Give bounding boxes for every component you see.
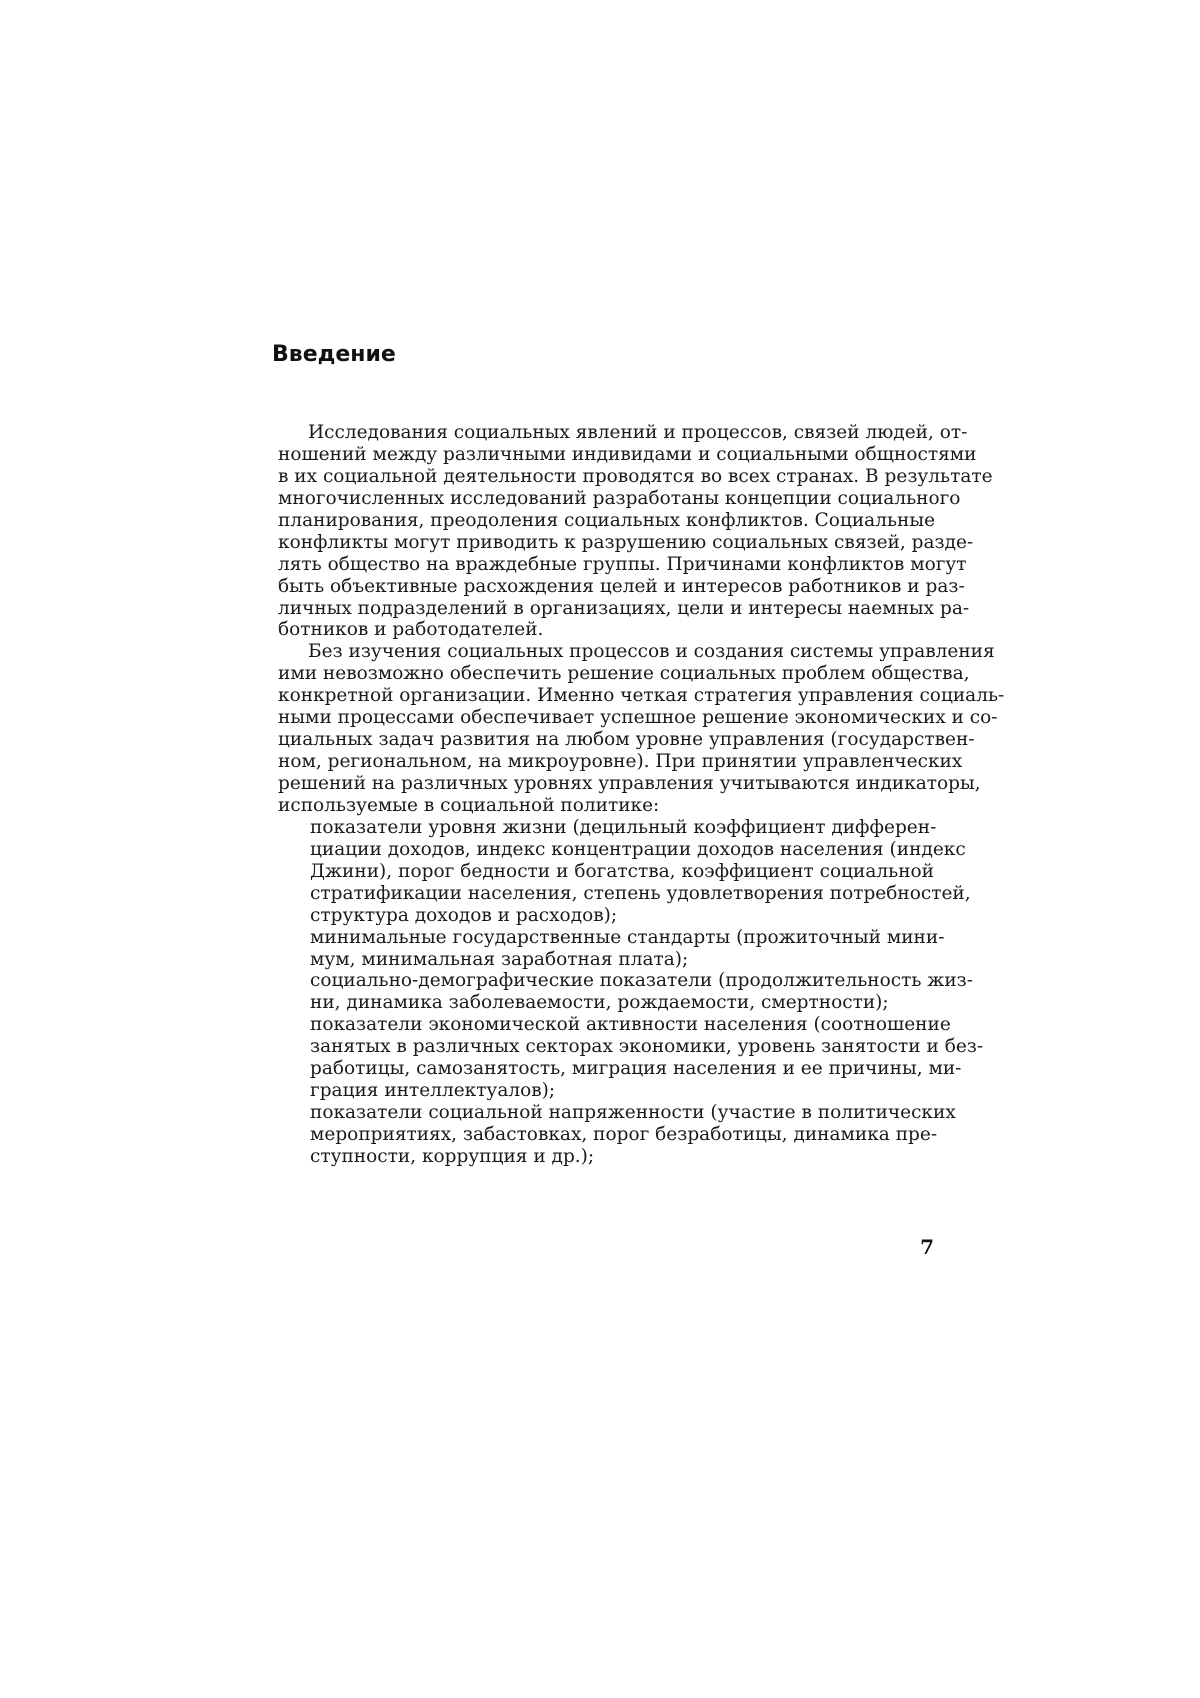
text-line: циации доходов, индекс концентрации доходов населения (индекс — [310, 838, 966, 860]
text-line: структура доходов и расходов); — [310, 904, 618, 926]
list-item — [310, 816, 971, 927]
text-line: показатели уровня жизни (децильный коэффициент дифферен- — [310, 816, 937, 838]
text-line: социально-демографические показатели (продолжительность жиз- — [310, 970, 974, 992]
text-line: ном, региональном, на микроуровне). При принятии управленческих — [278, 751, 963, 773]
text-line: занятых в различных секторах экономики, уровень занятости и без- — [310, 1036, 984, 1058]
page-number: 7 — [920, 1235, 934, 1259]
text-line: личных подразделений в организациях, цели и интересы наемных ра- — [278, 597, 970, 619]
text-line: циальных задач развития на любом уровне управления (государствен- — [278, 729, 975, 751]
text-line: минимальные государственные стандарты (прожиточный мини- — [310, 926, 945, 948]
text-line: используемые в социальной политике: — [278, 794, 660, 816]
text-line: планирования, преодоления социальных конфликтов. Социальные — [278, 509, 936, 531]
paragraph-1 — [278, 422, 993, 641]
text-line: Без изучения социальных процессов и создания системы управления — [308, 641, 995, 663]
text-line: работицы, самозанятость, миграция населения и ее причины, ми- — [310, 1058, 962, 1080]
indicator-list — [278, 816, 984, 1168]
text-line: ными процессами обеспечивает успешное решение экономических и со- — [278, 707, 998, 729]
list-item — [310, 970, 974, 1014]
list-item — [310, 926, 945, 971]
text-line: быть объективные расхождения целей и интересов работников и раз- — [278, 575, 965, 597]
text-line: стратификации населения, степень удовлетворения потребностей, — [310, 882, 971, 904]
text-line: в их социальной деятельности проводятся во всех странах. В результате — [278, 465, 993, 487]
text-line: показатели экономической активности населения (соотношение — [310, 1014, 951, 1036]
text-line: ступности, коррупция и др.); — [310, 1145, 595, 1167]
text-line: решений на различных уровнях управления учитываются индикаторы, — [278, 773, 981, 794]
text-line: ношений между различными индивидами и социальными общностями — [278, 443, 977, 465]
text-line: мероприятиях, забастовках, порог безработицы, динамика пре- — [310, 1124, 938, 1145]
paragraph-2 — [278, 641, 1005, 817]
text-line: многочисленных исследований разработаны концепции социального — [278, 487, 961, 509]
text-line: лять общество на враждебные группы. Причинами конфликтов могут — [278, 553, 967, 575]
text-line: ими невозможно обеспечить решение социальных проблем общества, — [278, 663, 970, 685]
text-line: мум, минимальная заработная плата); — [310, 948, 689, 970]
text-line: Джини), порог бедности и богатства, коэффициент социальной — [310, 860, 934, 882]
text-line: конфликты могут приводить к разрушению социальных связей, разде- — [278, 531, 974, 553]
list-item — [310, 1014, 984, 1102]
text-line: ни, динамика заболеваемости, рождаемости, смертности); — [310, 992, 889, 1014]
page-title: Введение — [272, 342, 396, 367]
text-line: ботников и работодателей. — [278, 619, 544, 641]
text-line: показатели социальной напряженности (участие в политических — [310, 1102, 956, 1124]
text-line: грация интеллектуалов); — [310, 1080, 556, 1102]
text-line: Исследования социальных явлений и процессов, связей людей, от- — [308, 422, 968, 443]
text-line: конкретной организации. Именно четкая стратегия управления социаль- — [278, 685, 1005, 707]
body-text — [278, 422, 1005, 1168]
list-item — [310, 1102, 956, 1168]
